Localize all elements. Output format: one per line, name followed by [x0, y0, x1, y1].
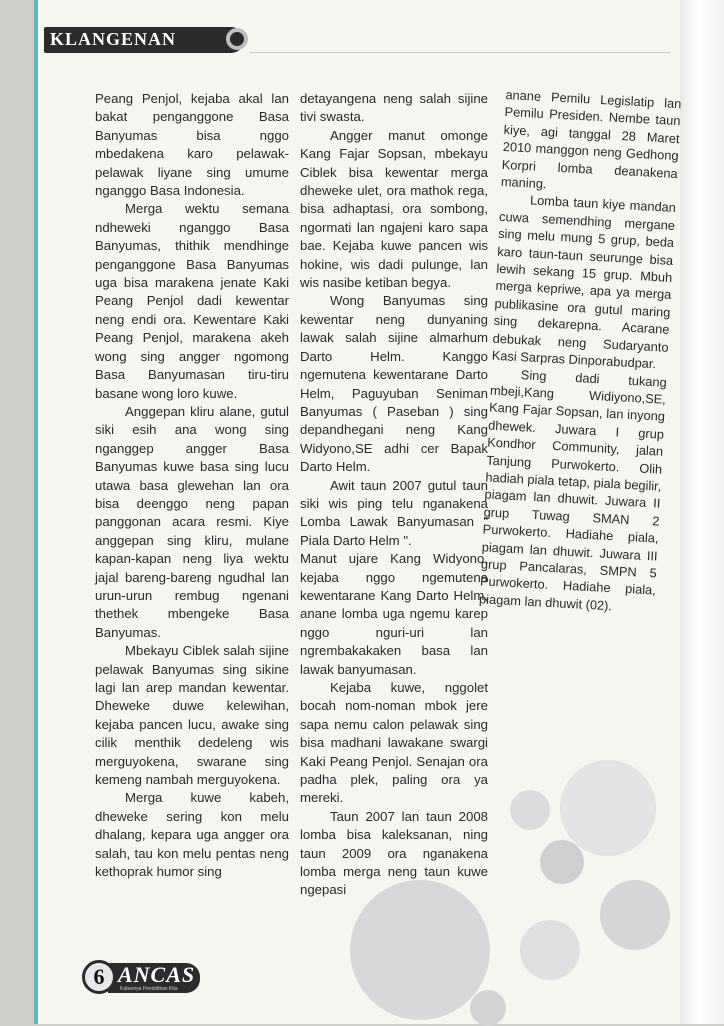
header-rule — [250, 52, 670, 53]
paragraph: Awit taun 2007 gutul taun siki wis ping telu nganakena Lomba Lawak Banyumasan " Piala Darto Helm ". — [300, 477, 488, 548]
page-edge-curl — [680, 0, 724, 1024]
paragraph: Taun 2007 lan taun 2008 lomba bisa kaleksanan, ning taun 2009 ora nganakena lomba merga neng taun kuwe ngepasi — [300, 808, 488, 898]
paragraph: Manut ujare Kang Widyono, kejaba nggo ngemutena kewentarane Kang Darto Helm, anane lomba uga ngemu karep nggo nguri-uri lan ngrembakakaken basa lan lawak banyumasan. — [300, 551, 488, 677]
paragraph: detayangena neng salah sijine tivi swasta. — [300, 91, 488, 125]
paragraph: Sing dadi tukang mbeji,Kang Widiyono,SE, Kang Fajar Sopsan, lan inyong dhewek. Juwara I grup Kondhor Community, jalan Tanjung Purwokerto. Olih hadiah piala tetap, piala begilir, piagam lan dhuwit. Juwara II grup Tuwag SMAN 2 Purwokerto. Hadiahe piala, piagam lan dhuwit. Juwara III grup Pancalaras, SMPN 5 Purwokerto. Hadiahe piala, piagam lan dhuwit (02). — [478, 366, 668, 614]
decor-circle — [350, 880, 490, 1020]
section-title: KLANGENAN — [50, 29, 177, 49]
page-number: 6 — [82, 960, 116, 994]
paragraph: Anggepan kliru alane, gutul siki esih ana wong sing nganggep angger Basa Banyumas kuwe basa sing lucu utawa basa glewehan lan ora bisa deenggo neng papan panggonan acara resmi. Kiye anggepan sing kliru, mulane kapan-kapan neng liya wektu jajal bareng-bareng ngudhal lan urun-urun rembug ngenani thethek mbengeke Basa Banyumas. — [95, 403, 289, 640]
paragraph: Merga wektu semana ndheweki nganggo Basa Banyumas, thithik mendhinge penganggone Basa Banyumas uga bisa marakena jenate Kaki Peang Penjol dadi kewentar neng endi ora. Kewentare Kaki Peang Penjol, marakena akeh wong sing angger ngomong Basa Banyumasan tiru-tiru basane wong loro kuwe. — [95, 201, 289, 401]
paragraph: Peang Penjol, kejaba akal lan bakat penganggone Basa Banyumas bisa nggo mbedakena karo pelawak-pelawak liyane sing umume nganggo Basa Indonesia. — [95, 91, 289, 199]
paragraph: Merga kuwe kabeh, dheweke sering kon melu dhalang, kepara uga angger ora salah, tau kon melu pentas neng kethoprak humor sing — [95, 790, 289, 880]
paragraph: Lomba taun kiye mandan cuwa semendhing mergane sing melu mung 5 grup, beda karo taun-taun seurunge bisa lewih sekang 15 grup. Mbuh merga kepriwe, apa ya merga publikasine ora gutul maring sing dekarepna. Acarane debukak neng Sudaryanto Kasi Sarpras Dinporabudpar. — [491, 192, 677, 372]
decor-circle — [600, 880, 670, 950]
decor-circle — [510, 790, 550, 830]
paragraph: Mbekayu Ciblek salah sijine pelawak Banyumas sing sikine lagi lan arep mandan kewentar. Dheweke duwe kelewihan, kejaba pancen lucu, awake sing cilik menthik dedeleng wis merguyokena, swarane sing kemeng nambah merguyokena. — [95, 643, 289, 788]
decor-circle — [470, 990, 506, 1026]
article-column-3 — [479, 86, 682, 617]
article-column-2 — [300, 90, 488, 900]
paragraph: Kejaba kuwe, nggolet bocah nom-noman mbok jere sapa nemu calon pelawak sing bisa madhani lawakane swargi Kaki Peang Penjol. Senajan ora padha plek, paling ora ya mereki. — [300, 680, 488, 806]
article-column-1 — [95, 90, 289, 881]
decor-circle — [560, 760, 656, 856]
decor-circle — [520, 920, 580, 980]
accent-stripe — [34, 0, 38, 1024]
magazine-tagline: Kabarnya Pendidikan Kita — [120, 986, 178, 992]
paragraph: Angger manut omonge Kang Fajar Sopsan, mbekayu Ciblek bisa kewentar merga dheweke ulet, ora mathok rega, bisa adhaptasi, ora sombong, ngormati lan ngajeni karo sapa bae. Kejaba kuwe pancen wis hokine, wis dadi pulunge, lan wis nasibe ketiban begya. — [300, 127, 488, 291]
paragraph: Wong Banyumas sing kewentar neng dunyaning lawak salah sijine almarhum Darto Helm. Kanggo ngemutena kewentarane Darto Helm, Paguyuban Seniman Banyumas ( Paseban ) sing depandhegani neng Kang Widyono,SE adhi cer Bapak Darto Helm. — [300, 293, 488, 475]
magazine-logo: ANCAS — [118, 962, 196, 987]
header-ring-ornament — [226, 28, 248, 50]
paragraph: anane Pemilu Legislatip lan Pemilu Presiden. Nembe taun kiye, agi tanggal 28 Maret 2010 manggon neng Gedhong Korpri lomba deanakena maning. — [500, 86, 682, 192]
decor-circle — [540, 840, 584, 884]
